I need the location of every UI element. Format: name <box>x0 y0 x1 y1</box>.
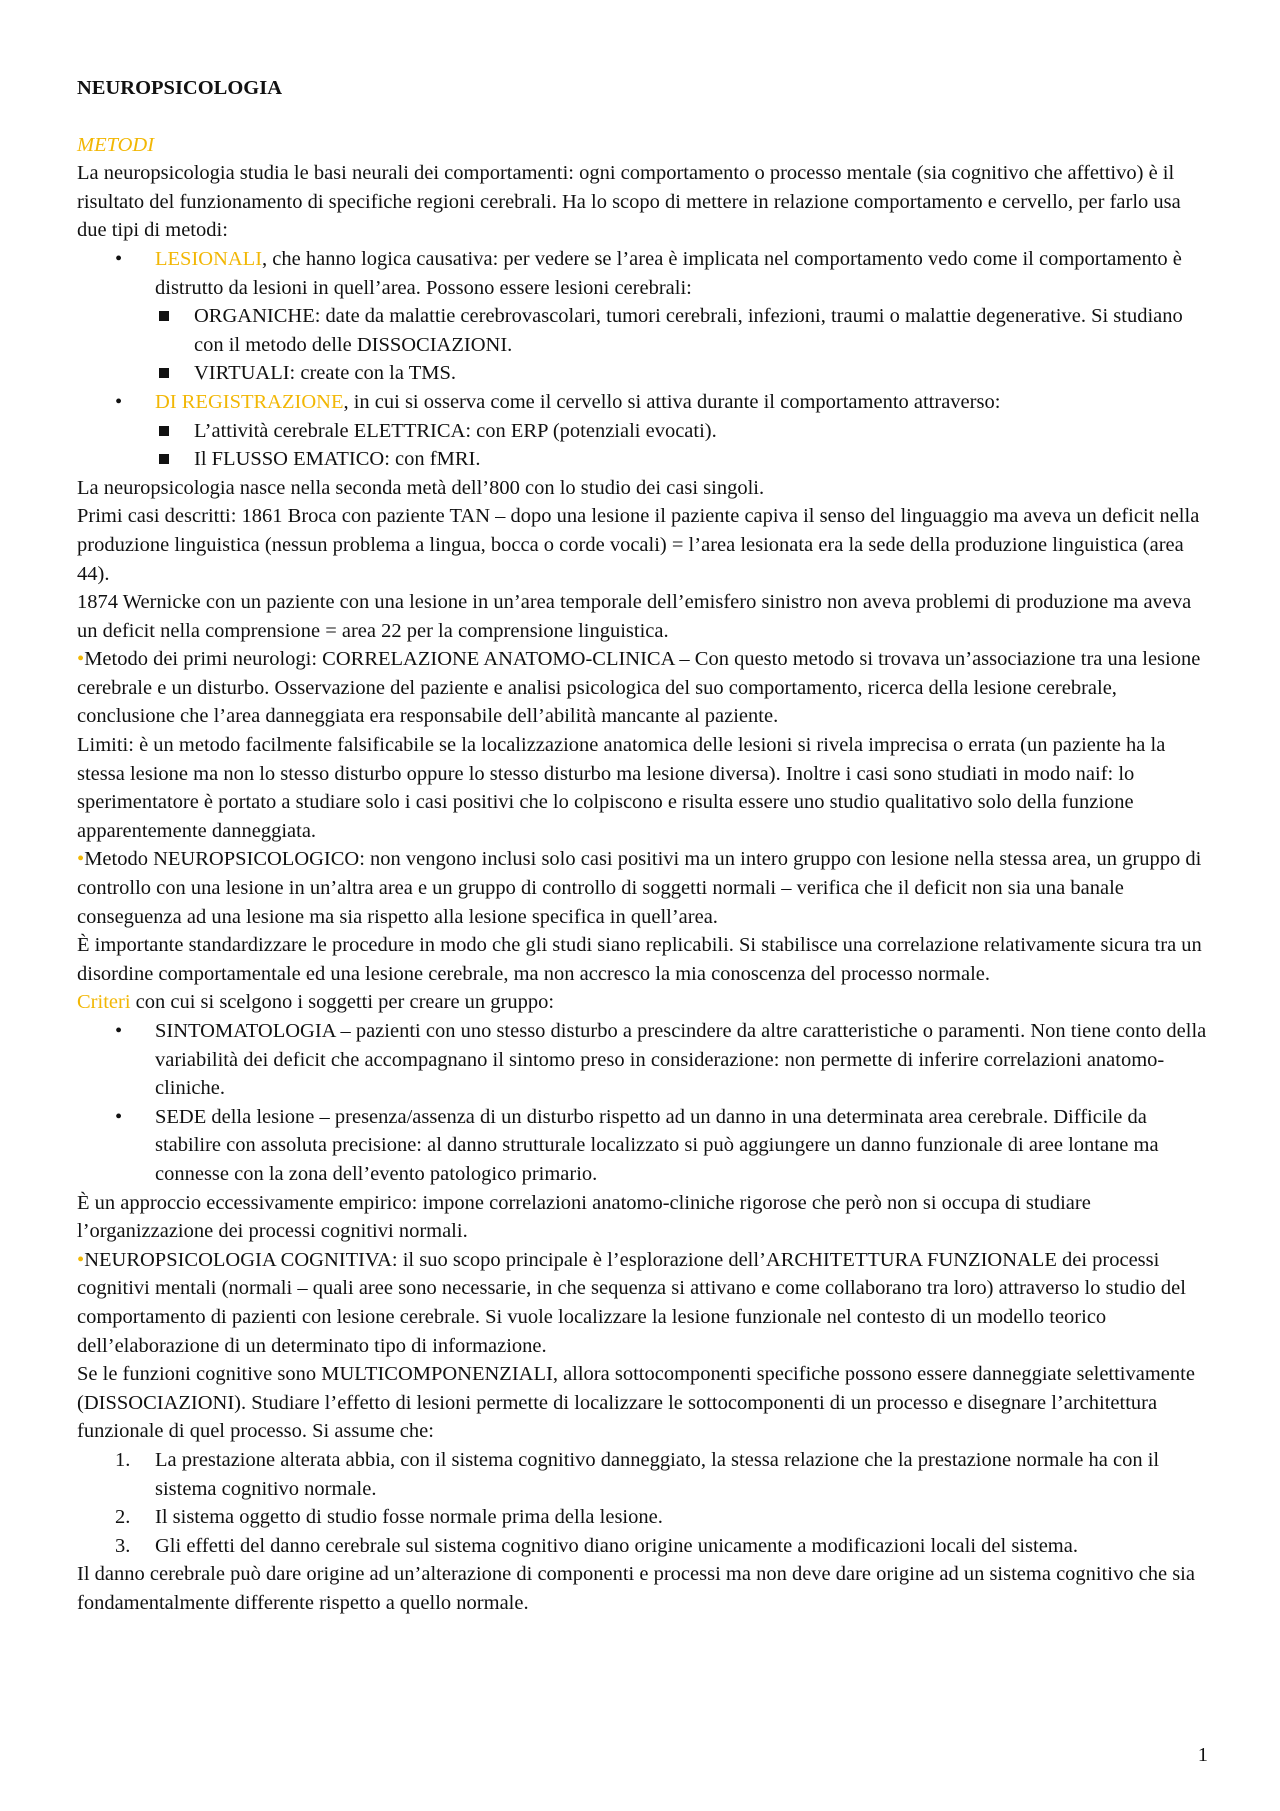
method-anatomo-clinica-paragraph <box>77 645 1207 731</box>
assumption-text: Gli effetti del danno cerebrale sul sistema cognitivo diano origine unicamente a modificazioni locali del sistema. <box>155 1534 1078 1557</box>
method-subitem <box>155 417 1207 446</box>
assumption-number: 3. <box>115 1534 131 1557</box>
assumption-number: 1. <box>115 1448 131 1471</box>
criteria-intro-text: con cui si scelgono i soggetti per creare un gruppo: <box>130 991 555 1014</box>
page-number: 1 <box>1197 1744 1208 1766</box>
inline-bullet-dot: • <box>77 648 85 671</box>
criteria-intro-paragraph <box>77 988 1207 1017</box>
method-neuropsicologico-paragraph <box>77 845 1207 931</box>
criteria-item <box>77 1017 1207 1103</box>
bullet-dot: • <box>115 247 123 270</box>
intro-paragraph: La neuropsicologia studia le basi neurali dei comportamenti: ogni comportamento o processo mentale (sia cognitivo che affettivo) è il risultato del funzionamento di specifiche regioni cerebrali. Ha lo scopo di mettere in relazione comportamento e cervello, per farlo usa due tipi di metodi: <box>77 162 1181 242</box>
history-paragraph: Primi casi descritti: 1861 Broca con paziente TAN – dopo una lesione il paziente capiva il senso del linguaggio ma aveva un deficit nella produzione linguistica (nessun problema a lingua, bocca o corde vocali) = l’area lesionata era la sede della produzione linguistica (area 44). <box>77 505 1200 585</box>
criteria-item-text: SEDE della lesione – presenza/assenza di un disturbo rispetto ad un danno in una determinata area cerebrale. Difficile da stabilire con assoluta precisione: al danno strutturale localizzato si può aggiungere un danno funzionale di aree lontane ma connesse con la zona dell’evento patologico primario. <box>155 1105 1159 1185</box>
method-subitem-text: VIRTUALI: create con la TMS. <box>194 362 456 385</box>
assumption-text: Il sistema oggetto di studio fosse normale prima della lesione. <box>155 1506 663 1529</box>
bullet-dot: • <box>115 1020 123 1042</box>
limits-paragraph: Limiti: è un metodo facilmente falsificabile se la localizzazione anatomica delle lesioni si rivela imprecisa o errata (un paziente ha la stessa lesione ma non lo stesso disturbo oppure lo stesso disturbo ma lesione diversa). Inoltre i casi sono studiati in modo naif: lo sperimentatore è portato a studiare solo i casi positivi che lo colpiscono e risulta essere uno studio qualitativo solo della funzione apparentemente danneggiata. <box>77 734 1166 842</box>
empirical-paragraph: È un approccio eccessivamente empirico: impone correlazioni anatomo-cliniche rigorose che però non si occupa di studiare l’organizzazione dei processi cognitivi normali. <box>77 1191 1091 1243</box>
method-subitem <box>155 445 1207 474</box>
multicomponential-paragraph: Se le funzioni cognitive sono MULTICOMPONENZIALI, allora sottocomponenti specifiche possono essere danneggiate selettivamente (DISSOCIAZIONI). Studiare l’effetto di lesioni permette di localizzare le sottocomponenti di un processo e disegnare l’architettura funzionale di quel processo. Si assume che: <box>77 1363 1195 1443</box>
method-text: NEUROPSICOLOGIA COGNITIVA: il suo scopo principale è l’esplorazione dell’ARCHITETTURA FUNZIONALE dei processi cognitivi mentali (normali – quali aree sono necessarie, in che sequenza si attivano e come collaborano tra loro) attraverso lo studio del comportamento di pazienti con lesione cerebrale. Si vuole localizzare la lesione funzionale nel contesto di un modello teorico dell’elaborazione di un determinato tipo di informazione. <box>77 1248 1186 1357</box>
method-subitem-text: L’attività cerebrale ELETTRICA: con ERP (potenziali evocati). <box>194 419 717 442</box>
method-cognitiva-paragraph <box>77 1246 1207 1360</box>
document-title: NEUROPSICOLOGIA <box>77 77 283 99</box>
assumption-number: 2. <box>115 1506 131 1529</box>
section-heading-metodi: METODI <box>77 133 155 156</box>
method-type-text: , in cui si osserva come il cervello si attiva durante il comportamento attraverso: <box>343 390 1001 413</box>
method-text: Metodo NEUROPSICOLOGICO: non vengono inclusi solo casi positivi ma un intero gruppo con lesione nella stessa area, un gruppo di controllo con una lesione in un’altra area e un gruppo di controllo di soggetti normali – verifica che il deficit non sia una banale conseguenza ad una lesione ma sia rispetto alla lesione specifica in quell’area. <box>77 848 1202 928</box>
square-bullet-icon <box>159 311 169 321</box>
bullet-dot: • <box>115 1105 123 1128</box>
document-page <box>77 74 1207 1617</box>
method-subitems <box>155 417 1207 474</box>
method-type-label: DI REGISTRAZIONE <box>155 390 344 413</box>
history-paragraph: 1874 Wernicke con un paziente con una lesione in un’area temporale dell’emisfero sinistro non aveva problemi di produzione ma aveva un deficit nella comprensione = area 22 per la comprensione linguistica. <box>77 591 1192 642</box>
method-types-list <box>77 245 1207 474</box>
criteria-label: Criteri <box>77 991 131 1014</box>
bullet-dot: • <box>115 390 123 413</box>
criteria-item-text: SINTOMATOLOGIA – pazienti con uno stesso disturbo a prescindere da altre caratteristiche o paramenti. Non tiene conto della variabilità dei deficit che accompagnano il sintomo preso in considerazione: non permette di inferire correlazioni anatomo-cliniche. <box>155 1020 1207 1100</box>
method-type-item <box>77 245 1207 388</box>
criteria-item <box>77 1103 1207 1189</box>
method-subitem-text: Il FLUSSO EMATICO: con fMRI. <box>194 448 481 471</box>
inline-bullet-dot: • <box>77 1248 85 1271</box>
criteria-list <box>77 1017 1207 1189</box>
inline-bullet-dot: • <box>77 848 85 871</box>
square-bullet-icon <box>159 454 169 464</box>
method-subitem <box>155 302 1207 359</box>
method-subitems <box>155 302 1207 388</box>
method-type-text: , che hanno logica causativa: per vedere se l’area è implicata nel comportamento vedo come il comportamento è distrutto da lesioni in quell’area. Possono essere lesioni cerebrali: <box>155 247 1182 299</box>
square-bullet-icon <box>159 368 169 378</box>
assumptions-list <box>77 1446 1207 1560</box>
method-type-label: LESIONALI <box>155 247 263 270</box>
assumption-item <box>77 1532 1207 1561</box>
method-subitem-text: ORGANICHE: date da malattie cerebrovascolari, tumori cerebrali, infezioni, traumi o malattie degenerative. Si studiano con il metodo delle DISSOCIAZIONI. <box>194 305 1183 356</box>
conclusion-paragraph: Il danno cerebrale può dare origine ad un’alterazione di componenti e processi ma non deve dare origine ad un sistema cognitivo che sia fondamentalmente differente rispetto a quello normale. <box>77 1563 1195 1614</box>
history-paragraph: La neuropsicologia nasce nella seconda metà dell’800 con lo studio dei casi singoli. <box>77 476 765 499</box>
assumption-item <box>77 1503 1207 1532</box>
square-bullet-icon <box>159 426 169 436</box>
assumption-item <box>77 1446 1207 1503</box>
assumption-text: La prestazione alterata abbia, con il sistema cognitivo danneggiato, la stessa relazione che la prestazione normale ha con il sistema cognitivo normale. <box>155 1448 1160 1500</box>
standardize-paragraph: È importante standardizzare le procedure in modo che gli studi siano replicabili. Si stabilisce una correlazione relativamente sicura tra un disordine comportamentale ed una lesione cerebrale, ma non accresco la mia conoscenza del processo normale. <box>77 934 1202 985</box>
method-text: Metodo dei primi neurologi: CORRELAZIONE ANATOMO-CLINICA – Con questo metodo si trovava un’associazione tra una lesione cerebrale e un disturbo. Osservazione del paziente e analisi psicologica del suo comportamento, ricerca della lesione cerebrale, conclusione che l’area danneggiata era responsabile dell’abilità mancante al paziente. <box>77 648 1201 728</box>
method-subitem <box>155 359 1207 388</box>
method-type-item <box>77 388 1207 474</box>
